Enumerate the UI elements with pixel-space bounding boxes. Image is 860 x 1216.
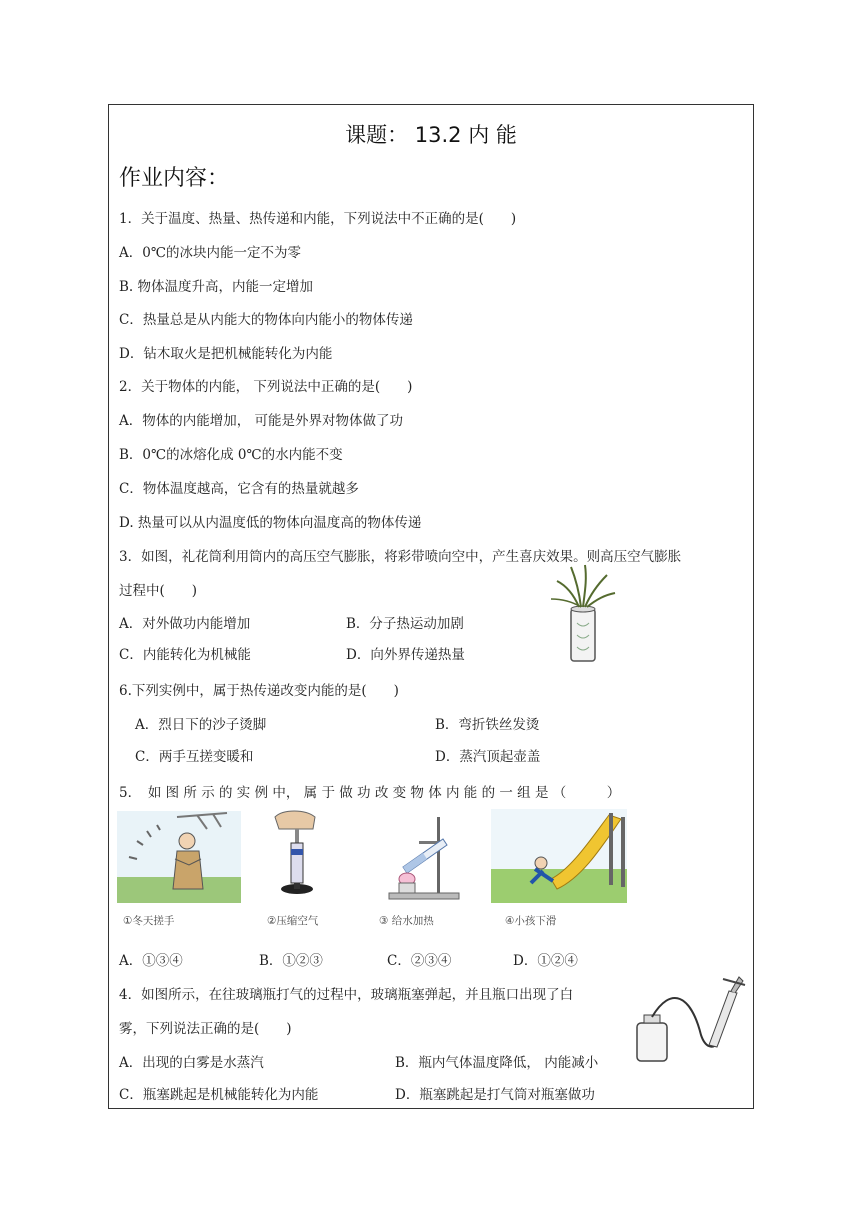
q4-option-b: B．瓶内气体温度降低， 内能减小: [395, 1055, 599, 1071]
q3-stem-line1: 3．如图，礼花筒利用筒内的高压空气膨胀，将彩带喷向空中，产生喜庆效果。则高压空气膨胀: [119, 549, 682, 565]
q2-option-a: A．物体的内能增加， 可能是外界对物体做了功: [119, 413, 404, 429]
page-title: 课题： 13.2 内 能: [345, 123, 517, 147]
q5-option-d: D．①②④: [513, 953, 578, 969]
q2-stem: 2．关于物体的内能， 下列说法中正确的是( ): [119, 379, 413, 395]
q1-option-a: A．0℃的冰块内能一定不为零: [119, 245, 301, 261]
heating-water-image: [379, 813, 463, 903]
q5-caption-1: ①冬天搓手: [123, 915, 175, 927]
q5-caption-4: ④小孩下滑: [505, 915, 557, 927]
q4-option-d: D．瓶塞跳起是打气筒对瓶塞做功: [395, 1087, 595, 1103]
q1-option-c: C．热量总是从内能大的物体向内能小的物体传递: [119, 312, 413, 328]
q4-stem-line1: 4．如图所示，在往玻璃瓶打气的过程中，玻璃瓶塞弹起，并且瓶口出现了白: [119, 987, 574, 1003]
q5-caption-2: ②压缩空气: [267, 915, 319, 927]
worksheet-frame: [108, 104, 754, 1109]
q4-option-c: C．瓶塞跳起是机械能转化为内能: [119, 1087, 319, 1103]
rubbing-hands-image: [117, 811, 241, 903]
q5-option-b: B．①②③: [259, 953, 323, 969]
q6-option-a: A．烈日下的沙子烫脚: [135, 717, 267, 733]
q4-stem-line2: 雾，下列说法正确的是( ): [119, 1021, 292, 1037]
slide-image: [491, 809, 627, 903]
q2-option-c: C．物体温度越高，它含有的热量就越多: [119, 481, 359, 497]
q1-option-d: D．钻木取火是把机械能转化为内能: [119, 346, 333, 362]
q6-option-b: B．弯折铁丝发烫: [435, 717, 540, 733]
q2-option-d: D. 热量可以从内温度低的物体向温度高的物体传递: [119, 515, 422, 531]
bottle-pump-image: [631, 975, 749, 1065]
q5-option-c: C．②③④: [387, 953, 452, 969]
q6-stem: 6.下列实例中，属于热传递改变内能的是( ): [119, 683, 399, 699]
q5-stem: 5． 如 图 所 示 的 实 例 中， 属 于 做 功 改 变 物 体 内 能 的 一 组 是 （ ）: [119, 785, 621, 801]
q3-option-b: B．分子热运动加剧: [346, 616, 464, 632]
section-heading: 作业内容：: [119, 166, 230, 191]
q1-option-b: B. 物体温度升高，内能一定增加: [119, 279, 314, 295]
q6-option-c: C．两手互搓变暖和: [135, 749, 254, 765]
q3-option-a: A．对外做功内能增加: [119, 616, 251, 632]
q5-caption-3: ③ 给水加热: [379, 915, 434, 927]
q4-option-a: A．出现的白雾是水蒸汽: [119, 1055, 264, 1071]
compress-air-image: [265, 809, 333, 903]
q6-option-d: D．蒸汽顶起壶盖: [435, 749, 541, 765]
q2-option-b: B．0℃的冰熔化成 0℃的水内能不变: [119, 447, 343, 463]
party-popper-image: [549, 563, 619, 665]
q3-stem-line2: 过程中( ): [119, 583, 198, 599]
q3-option-d: D．向外界传递热量: [346, 647, 465, 663]
q3-option-c: C．内能转化为机械能: [119, 647, 251, 663]
q1-stem: 1．关于温度、热量、热传递和内能，下列说法中不正确的是( ): [119, 211, 517, 227]
q5-option-a: A．①③④: [119, 953, 183, 969]
